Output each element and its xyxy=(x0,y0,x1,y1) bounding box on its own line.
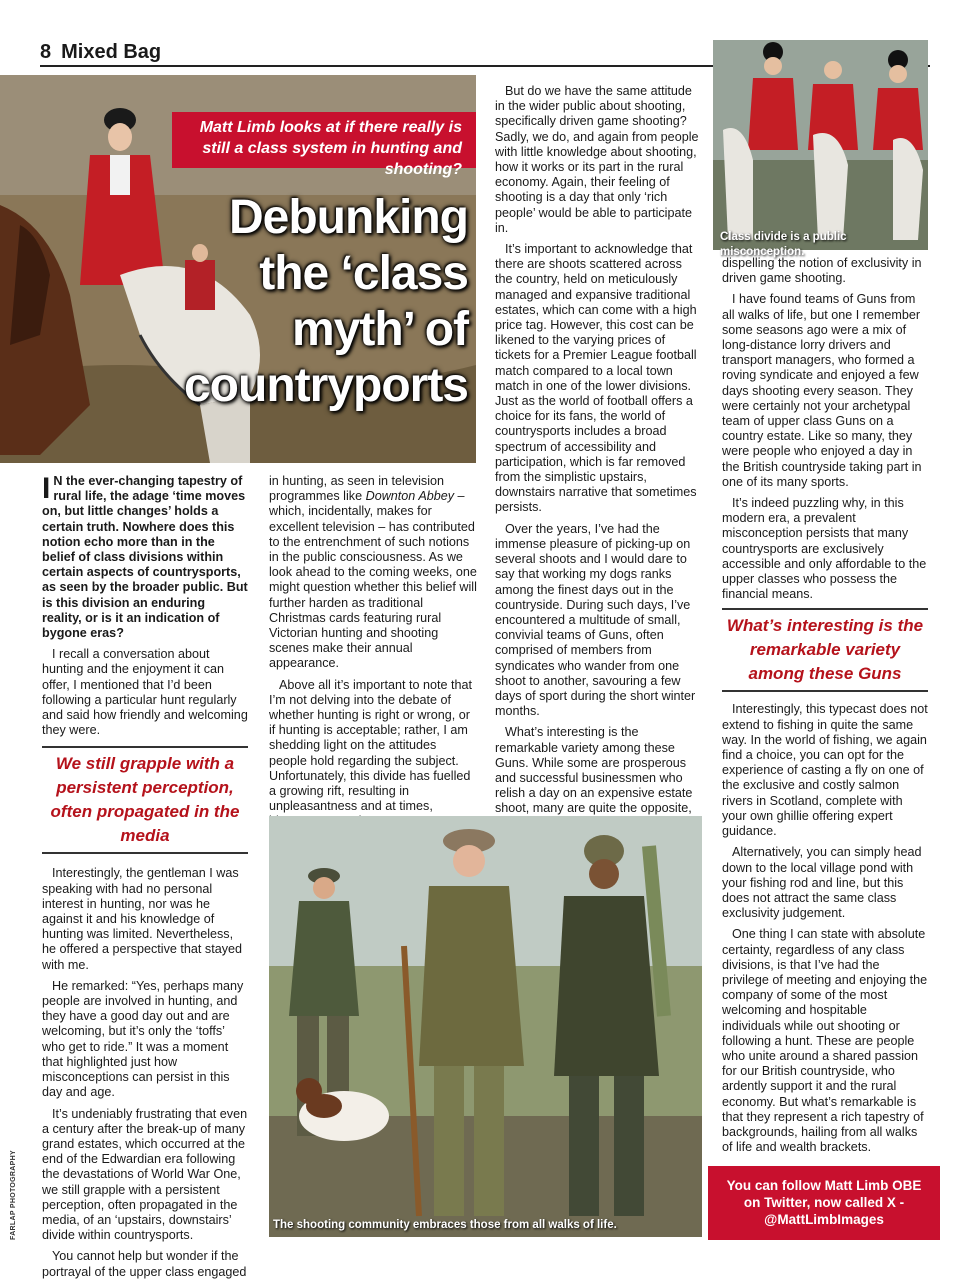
page-number: 8 xyxy=(40,41,52,63)
follow-line-1: You can follow Matt Limb OBE xyxy=(726,1178,922,1193)
intro-paragraph xyxy=(42,474,248,641)
column-2 xyxy=(269,474,477,836)
hunt-illustration xyxy=(713,40,928,250)
body-paragraph: Above all it’s important to note that I’m not delving into the debate of whether hunting is right or wrong, or if hunting is acceptable; rather, I am shedding light on the attitudes people hold regarding the subject. Unfortunately, this divide has fuelled a growing rift, resulting in unpleasantness and at times, xyxy=(269,677,472,814)
body-paragraph: What’s interesting is the remarkable variety among these Guns. While some are prosperous and successful businessmen who relish a day on an expensive estate shoot, many are quite the opposite, xyxy=(495,725,693,816)
body-paragraph: Alternatively, you can simply head down to the local village pond with your fishing rod and line, but this does not attract the same class exclusivity judgement. xyxy=(722,845,922,921)
page-header xyxy=(40,40,161,64)
column-3 xyxy=(495,84,701,823)
headline-line-4: countryports xyxy=(183,359,468,412)
body-paragraph: Over the years, I’ve had the immense pleasure of picking-up on several shoots and I would dare to say that working my dogs ranks among the finest days out in the countryside. During such days, I’ve encountered a multitude of small, convivial teams of Guns, often comprised of members from syndicates who wander from one shoot to another, savouring a few days of sport during the short winter months. xyxy=(495,521,696,719)
body-paragraph: Interestingly, this typecast does not extend to fishing in quite the same way. In the world of fishing, we again find a choice, you can opt for the experience of casting a fly on one of the exclusive and costly salmon rivers in Scotland, complete with your own ghillie offering expert guidance. xyxy=(722,702,928,839)
shooting-illustration xyxy=(269,816,702,1237)
headline-line-1: Debunking xyxy=(229,191,468,244)
pull-quote: We still grapple with a persistent perception, often propagated in the media xyxy=(42,746,248,854)
strapline: Matt Limb looks at if there really is still a class system in hunting and shooting? xyxy=(172,112,476,168)
column-4 xyxy=(722,256,928,1161)
body-paragraph: It’s undeniably frustrating that even a century after the break-up of many grand estates, which occurred at the end of the Edwardian era following the devastations of World War One, we still grapple with a persistent perception, often propagated in the media, of an ‘upstairs, downstairs’ divide within countrysports. xyxy=(42,1106,248,1243)
hunt-photo xyxy=(713,40,928,259)
shooting-photo xyxy=(269,816,702,1237)
headline xyxy=(150,190,468,414)
body-paragraph: I have found teams of Guns from all walks of life, but one I remember some seasons ago were a mix of long-distance lorry drivers and transport managers, who formed a roving syndicate and enjoyed a few days shooting every season. They were certainly not your archetypal team of upper class Guns on a country estate. Like so many, they were people who enjoyed a day in the British countryside taking part in one of its many sports. xyxy=(722,292,922,489)
follow-handle: @MattLimbImages xyxy=(764,1212,884,1227)
hunt-photo-caption: Class divide is a public misconception. xyxy=(720,231,847,259)
body-paragraph: He remarked: “Yes, perhaps many people are involved in hunting, and they have a good day out and are welcoming, but it’s only the ‘toffs’ who get to ride.” It was a moment that highlighted just how misconceptions can persist in this day and age. xyxy=(42,978,244,1100)
headline-line-2: the ‘class xyxy=(259,247,468,300)
body-text: in hunting, as seen in television programmes like xyxy=(269,474,445,504)
body-paragraph: It’s important to acknowledge that there are shoots scattered across the country, held on meticulously managed and expansive traditional estates, which can come with a high price tag. However, this cost can be likened to the varying prices of tickets for a Premier League football match compared to a local town match in one of the lower divisions. Just as the world of football offers a choice for its fans, the world of countrysports includes a broad spectrum of accessibility and participation, which is far removed from the simplistic upstairs, downstairs narrative that sometimes persists. xyxy=(495,242,697,515)
column-1 xyxy=(42,474,248,1286)
body-paragraph: One thing I can state with absolute certainty, regardless of any class divisions, is that I’ve had the privilege of meeting and enjoying the company of some of the most welcoming and hospitable individuals while out shooting or following a hunt. These are people who unite around a shared passion for our British countryside, who ardently support it and the rural economy. But what’s remarkable is that they represent a rich tapestry of backgrounds, hailing from all walks of life and wealth brackets. xyxy=(722,927,928,1155)
photo-credit xyxy=(6,1150,18,1240)
programme-title: Downton Abbey xyxy=(365,489,455,504)
section-title: Mixed Bag xyxy=(61,41,162,63)
body-paragraph xyxy=(269,474,477,672)
body-text: – which, incidentally, makes for excellent television – has contributed to the entrenchment of such notions in the public consciousness. As we look ahead to the coming weeks, one might question whether this belief will further harden as traditional Christmas cards featuring rural Victorian hunting and shooting scenes make their annual appearance. xyxy=(269,489,477,671)
body-paragraph: You cannot help but wonder if the portrayal of the upper class engaged xyxy=(42,1249,247,1279)
headline-line-3: myth’ of xyxy=(291,303,468,356)
drop-cap: I xyxy=(42,472,51,505)
body-paragraph: I recall a conversation about hunting and the enjoyment it can offer, I mentioned that I’d been following a particular hunt regularly and said how friendly and welcoming they were. xyxy=(42,647,248,738)
body-paragraph: dispelling the notion of exclusivity in driven game shooting. xyxy=(722,256,922,286)
photo-credit-text: FARLAP PHOTOGRAPHY xyxy=(10,1150,17,1240)
body-paragraph: It’s indeed puzzling why, in this modern era, a prevalent misconception persists that many countrysports are exclusively accessible and only affordable to the upper classes who possess the financial means. xyxy=(722,496,927,602)
shooting-photo-caption: The shooting community embraces those from all walks of life. xyxy=(273,1219,617,1231)
pull-quote: What’s interesting is the remarkable variety among these Guns xyxy=(722,608,928,692)
body-paragraph: But do we have the same attitude in the wider public about shooting, specifically driven game shooting? Sadly, we do, and again from people with little knowledge about shooting, how it works or its part in the rural economy. Again, their feeling of shooting is a day that only ‘rich people’ would be able to participate in. xyxy=(495,84,699,235)
body-paragraph: Interestingly, the gentleman I was speaking with had no personal interest in hunting, nor was he against it and his knowledge of hunting was limited. Nevertheless, he offered a perspective that stayed with me. xyxy=(42,866,242,972)
intro-text: N the ever-changing tapestry of rural life, the adage ‘time moves on, but little changes’ holds a certain truth. Nowhere does this notion echo more than in the belief of class divisions within certain aspects of countrysports, as seen by the broader public. But is this division an enduring reality, or is it an indication of bygone eras? xyxy=(42,474,248,641)
twitter-follow-box xyxy=(708,1166,940,1240)
follow-line-2: on Twitter, now called X - xyxy=(743,1195,905,1210)
